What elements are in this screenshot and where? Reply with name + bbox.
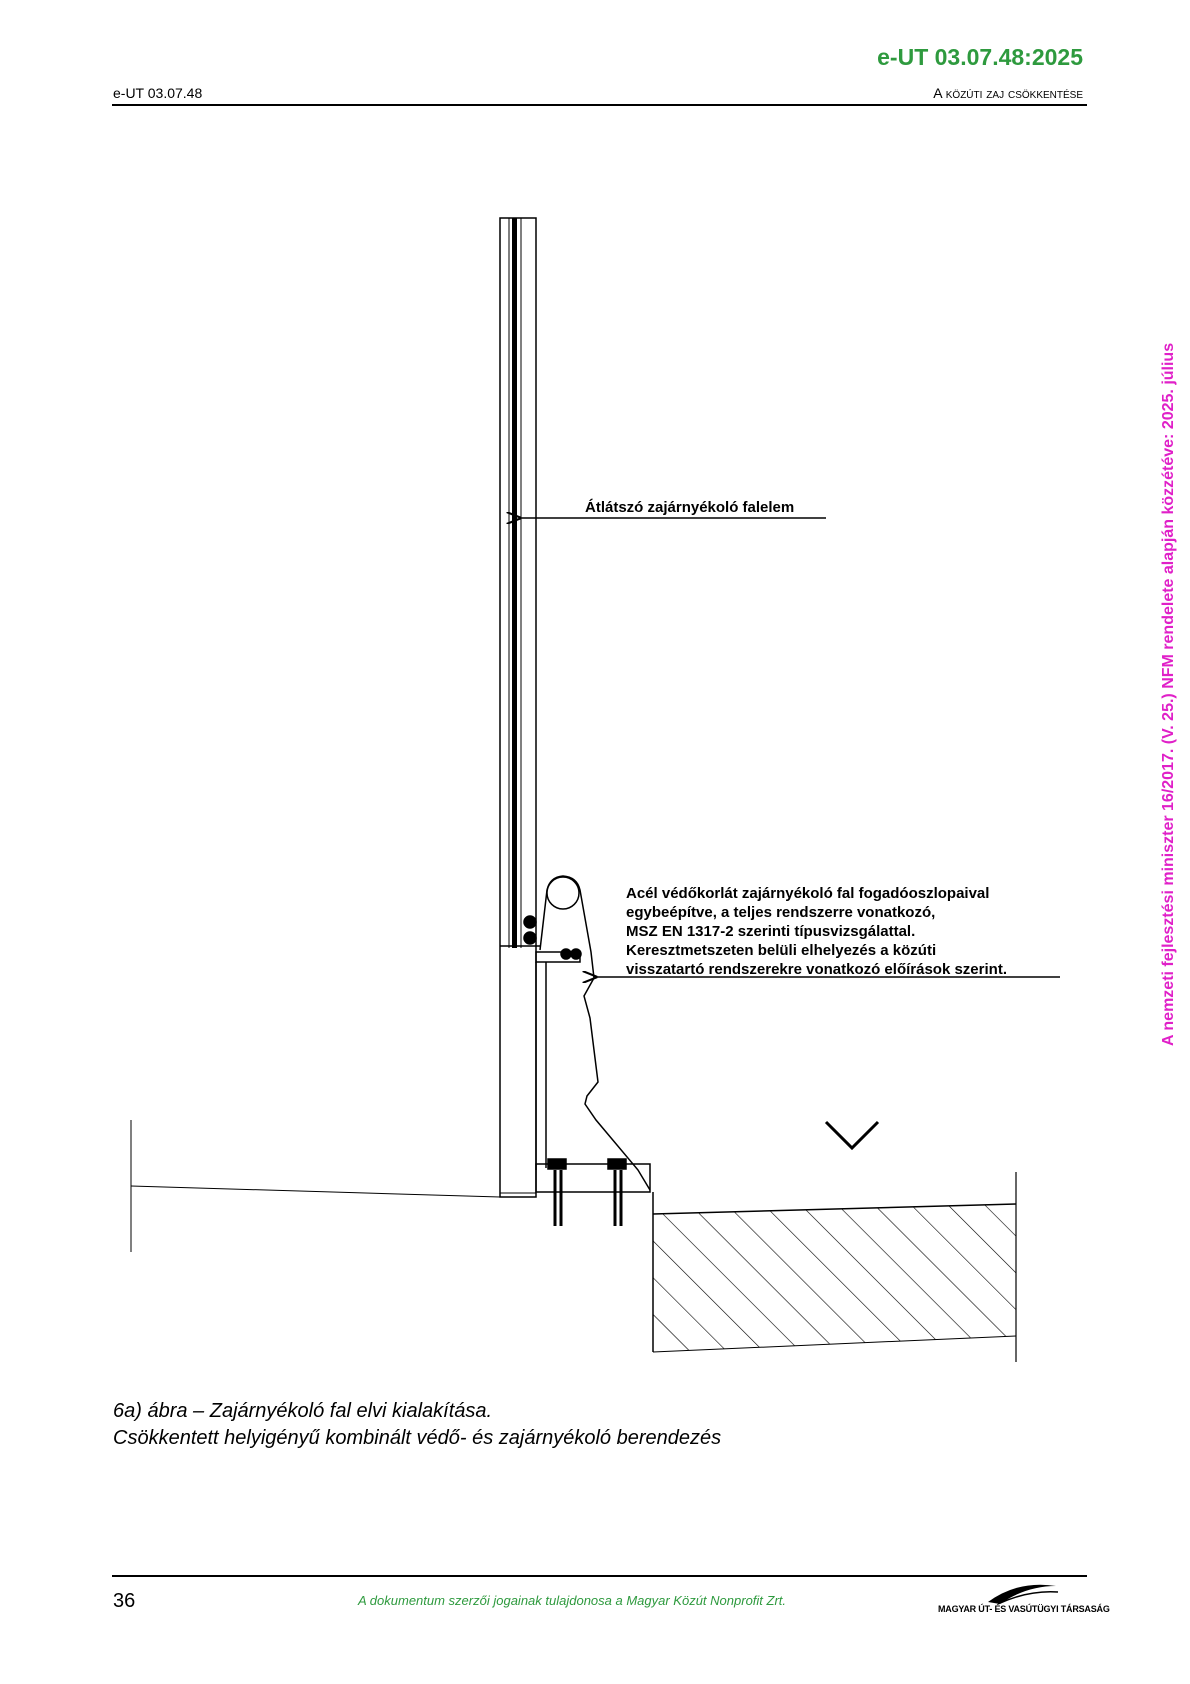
side-publication-note: A nemzeti fejlesztési miniszter 16/2017. (V. 25.) NFM rendelete alapján közzétéve: 2025. július [1160,342,1177,1046]
figure-caption [113,1398,721,1452]
page-number: 36 [113,1590,136,1612]
label-guardrail-line: visszatartó rendszerekre vonatkozó előírások szerint. [626,961,1007,978]
header-chapter-title: A közúti zaj csökkentése [933,85,1083,101]
left-ground [131,1120,500,1252]
caption-line: Csökkentett helyigényű kombinált védő- és zajárnyékoló berendezés [113,1427,722,1449]
label-guardrail-line: egybeépítve, a teljes rendszerre vonatkozó, [626,904,936,921]
label-transparent-panel: Átlátszó zajárnyékoló falelem [585,499,795,516]
footer-rule [112,1575,1087,1577]
label-guardrail-line: MSZ EN 1317-2 szerinti típusvizsgálattal. [626,923,916,940]
noise-barrier-panel [500,218,536,1197]
label-guardrail [626,884,1007,979]
label-guardrail-line: Keresztmetszeten belüli elhelyezés a közúti [626,942,937,959]
copyright-notice: A dokumentum szerzői jogainak tulajdonosa a Magyar Közút Nonprofit Zrt. [358,1593,787,1608]
header-document-id: e-UT 03.07.48 [113,85,203,101]
label-guardrail-line: Acél védőkorlát zajárnyékoló fal fogadóoszlopaival [626,885,990,902]
standard-code: e-UT 03.07.48:2025 [877,44,1083,70]
pavement-section [653,1172,1016,1362]
level-marker-icon [826,1122,878,1148]
caption-line: 6a) ábra – Zajárnyékoló fal elvi kialakítása. [113,1400,493,1422]
society-logo [938,1578,1110,1618]
logo-text: MAGYAR ÚT- ÉS VASÚTÜGYI TÁRSASÁG [938,1604,1110,1614]
